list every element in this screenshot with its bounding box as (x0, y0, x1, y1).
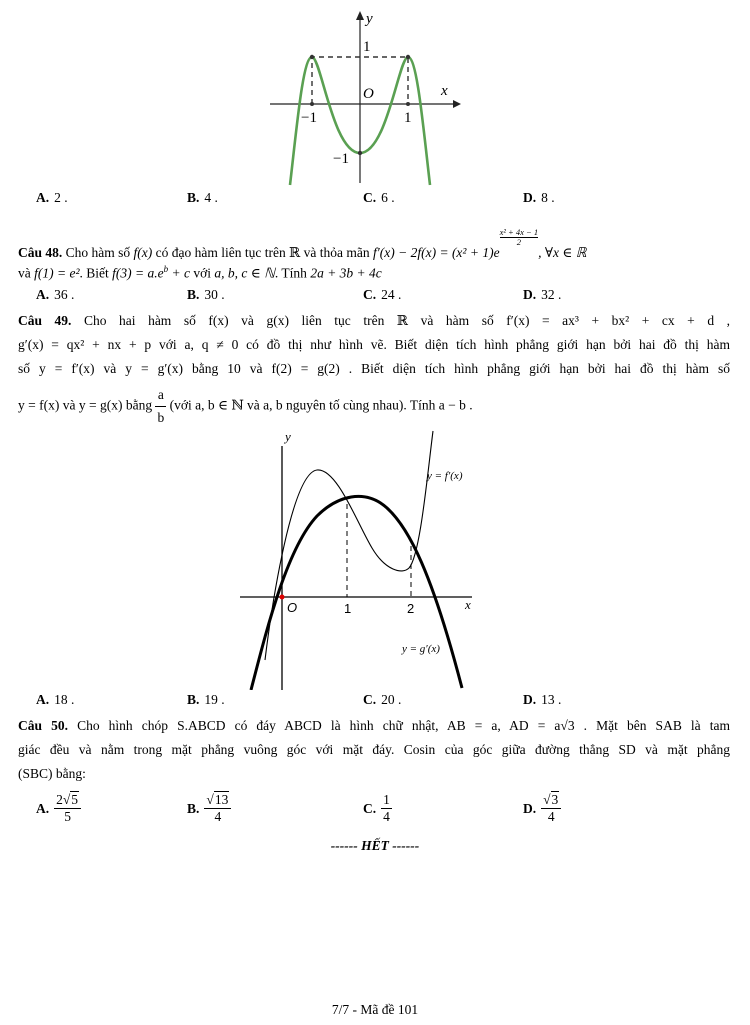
q47-label-origin: O (363, 86, 374, 102)
q49-line4: y = f(x) và y = g(x) bằng $\frac{a}{b}$ (với a, b ∈ ℕ và a, b nguyên tố cùng nhau). Tính a − b . (18, 384, 730, 429)
q47-label-y: y (366, 11, 373, 27)
q49-line3: số y = f′(x) và y = g′(x) bằng 10 và f(2) = g(2) . Biết diện tích hình phẳng giới hạn bởi hai đồ thị hàm số (18, 361, 730, 376)
q49-option-d: D. 13 . (523, 692, 562, 707)
q49-line2: g′(x) = qx² + nx + p với a, q ≠ 0 có đồ thị như hình vẽ. Biết diện tích hình phẳng giới hạn bởi hai đồ thị hàm (18, 337, 730, 352)
q48-line1: Câu 48. Cho hàm số f(x) có đạo hàm liên tục trên ℝ và thỏa mãn f′(x) − 2f(x) = (x² + 1)e $\frac{\text{x² + 4x − 1}}{2}$ , ∀x ∈ ℝ (18, 227, 587, 260)
q48-option-b: B. 30 . (187, 287, 225, 302)
q49-option-a: A. 18 . (36, 692, 75, 707)
q50-line2: giác đều và nằm trong mặt phẳng vuông góc với mặt đáy. Cosin của góc giữa đường thẳng SD và mặt phẳng (18, 742, 730, 757)
q49-line1: Câu 49. Cho hai hàm số f(x) và g(x) liên tục trên ℝ và hàm số f′(x) = ax³ + bx² + cx + d , (18, 313, 730, 328)
q47-point (406, 102, 410, 106)
q49-label-origin: O (287, 600, 298, 615)
q49-label-one: 1 (344, 601, 352, 616)
q47-graph (265, 5, 465, 190)
q47-point (358, 151, 362, 155)
q48-option-d: D. 32 . (523, 287, 562, 302)
q47-option-a: A. 2 . (36, 190, 68, 205)
q49-label-x: x (465, 597, 471, 612)
q49-option-c: C. 20 . (363, 692, 402, 707)
q50-option-b: B. $\frac{√13}{4}$ (187, 792, 231, 825)
q49-curve-f-prime (265, 431, 433, 660)
q47-label-x: x (441, 83, 448, 99)
q49-label-f-prime: y = f′(x) (427, 470, 463, 482)
q47-option-b: B. 4 . (187, 190, 218, 205)
q47-label-one-top: 1 (363, 39, 371, 55)
q50-line3: (SBC) bằng: (18, 766, 86, 781)
q50-option-a: A. $\frac{2√5}{5}$ (36, 792, 81, 825)
q50-line1: Câu 50. Cho hình chóp S.ABCD có đáy ABCD là hình chữ nhật, AB = a, AD = a√3 . Mặt bên SAB là tam (18, 718, 730, 733)
q48-line2: và f(1) = e². Biết $f(3) = a.e^b + c$ với a, b, c ∈ ℕ. Tính 2a + 3b + 4c (18, 264, 382, 281)
q47-label-neg-one-x: −1 (301, 110, 317, 126)
q47-point (310, 102, 314, 106)
q48-option-a: A. 36 . (36, 287, 75, 302)
q48-option-c: C. 24 . (363, 287, 402, 302)
q47-label-one-x: 1 (404, 110, 412, 126)
q47-option-c: C. 6 . (363, 190, 395, 205)
end-marker: ------ HẾT ------ (330, 838, 420, 853)
q47-x-arrow (453, 100, 461, 108)
q49-origin-point (280, 595, 285, 600)
q49-label-g-prime: y = g′(x) (402, 643, 440, 655)
q49-label-y: y (285, 429, 291, 444)
q49-option-b: B. 19 . (187, 692, 225, 707)
q50-option-c: C. $\frac{1}{4}$ (363, 792, 390, 824)
q47-y-arrow (356, 11, 364, 20)
q49-graph (237, 428, 492, 690)
q47-option-d: D. 8 . (523, 190, 555, 205)
q50-option-d: D. $\frac{√3}{4}$ (523, 792, 561, 825)
q47-point (310, 55, 314, 59)
page-footer: 7/7 - Mã đề 101 (331, 1002, 419, 1017)
q49-label-two: 2 (407, 601, 415, 616)
q47-label-neg-one-y: −1 (333, 151, 349, 167)
q47-point (406, 55, 410, 59)
